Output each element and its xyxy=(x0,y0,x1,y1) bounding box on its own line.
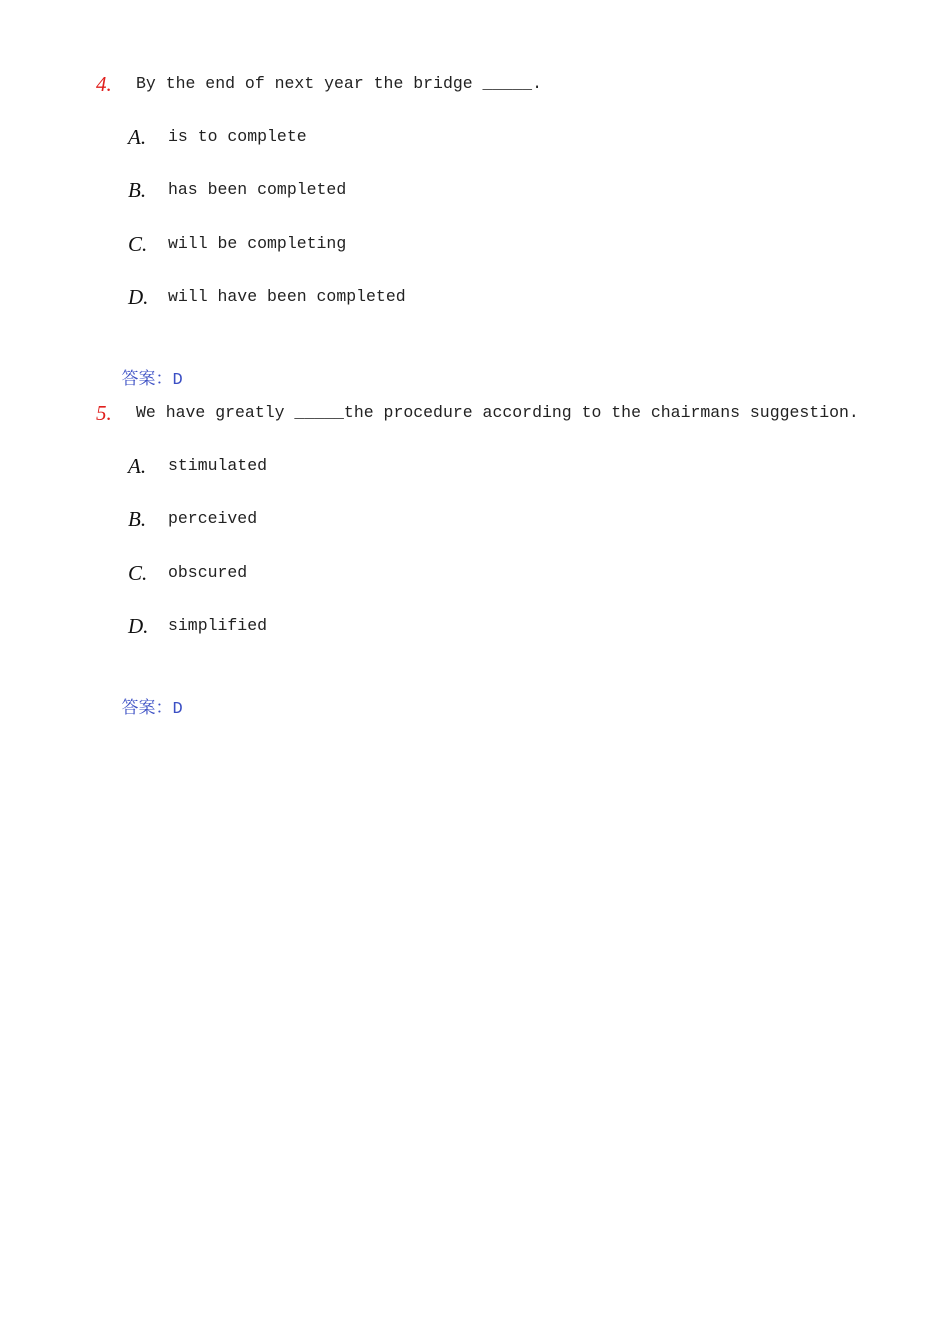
answer-line xyxy=(96,334,183,390)
option-c xyxy=(128,229,828,259)
question-5 xyxy=(96,398,916,719)
option-letter: C. xyxy=(128,561,148,585)
question-text: By the end of next year the bridge _____. xyxy=(136,74,542,93)
option-d xyxy=(128,282,828,312)
question-number: 4. xyxy=(96,72,112,96)
option-letter: A. xyxy=(128,125,147,149)
question-text: We have greatly _____the procedure according to the chairmans suggestion. xyxy=(136,403,859,422)
option-text: will have been completed xyxy=(168,287,406,306)
option-letter: B. xyxy=(128,178,147,202)
option-text: obscured xyxy=(168,563,248,582)
option-d xyxy=(128,611,828,641)
option-b xyxy=(128,504,828,534)
answer-label: 答案： xyxy=(121,698,173,718)
option-a xyxy=(128,122,828,152)
answer-value: D xyxy=(172,371,183,390)
option-b xyxy=(128,175,828,205)
answer-line xyxy=(96,663,183,719)
option-letter: B. xyxy=(128,507,147,531)
question-4 xyxy=(96,69,916,390)
option-c xyxy=(128,558,828,588)
answer-value: D xyxy=(172,700,183,719)
option-text: has been completed xyxy=(168,180,347,199)
option-text: simplified xyxy=(168,616,268,635)
option-text: is to complete xyxy=(168,127,307,146)
option-letter: C. xyxy=(128,232,148,256)
option-letter: D. xyxy=(128,285,149,309)
option-a xyxy=(128,451,828,481)
option-text: will be completing xyxy=(168,234,347,253)
option-text: perceived xyxy=(168,509,258,528)
question-stem xyxy=(96,69,916,99)
option-text: stimulated xyxy=(168,456,268,475)
answer-label: 答案： xyxy=(121,369,173,389)
question-stem xyxy=(96,398,916,428)
question-number: 5. xyxy=(96,401,112,425)
option-letter: A. xyxy=(128,454,147,478)
option-letter: D. xyxy=(128,614,149,638)
